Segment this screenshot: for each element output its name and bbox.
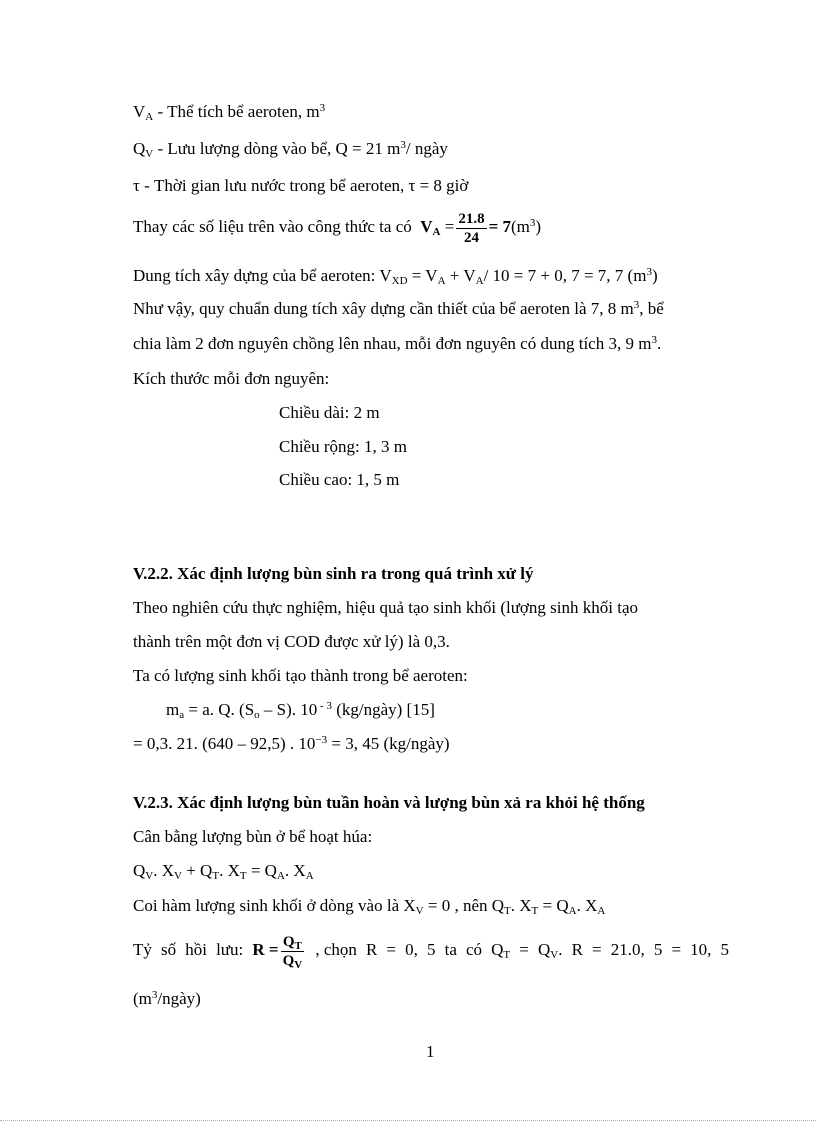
paragraph-line: thành trên một đơn vị COD được xử lý) là 0,3. xyxy=(133,632,450,651)
paragraph-line: Ta có lượng sinh khối tạo thành trong bể aeroten: xyxy=(133,666,468,685)
fraction-qt-over-qv: $\frac{Q_T}{Q_V}$ xyxy=(282,933,303,971)
page-bottom-divider xyxy=(0,1120,816,1121)
balance-equation: $Q_V$. $X_V + Q_T$. $X_T = Q_A$. $X_A$ xyxy=(133,861,314,882)
ty-so-hoi-luu-line: Tỷ số hồi lưu: R = $\frac{Q_T}{Q_V}$ , chọn R = 0, 5 ta có $Q_T$ = $Q_V$. R = 21.0, 5 = 10, 5 xyxy=(133,928,729,972)
tau-definition: τ - Thời gian lưu nước trong bể aeroten, τ = 8 giờ xyxy=(133,176,469,195)
chieu-dai: Chiều dài: 2 m xyxy=(279,403,380,422)
paragraph-line: Cân bằng lượng bùn ở bể hoạt húa: xyxy=(133,827,373,846)
chia-line: chia làm 2 đơn nguyên chồng lên nhau, mỗi đơn nguyên có dung tích 3, 9 $m^3$. xyxy=(133,334,662,353)
section-heading-v-2-2: V.2.2. Xác định lượng bùn sinh ra trong quá trình xử lý xyxy=(133,564,534,583)
kich-thuoc-line: Kích thước mỗi đơn nguyên: xyxy=(133,369,330,388)
qv-definition: $Q_V$ - Lưu lượng dòng vào bể, Q = 21 $m^3/$ ngày xyxy=(133,139,448,160)
substitution-line: Thay các số liệu trên vào công thức ta có $V_A$ = $\frac{21.8}{24}$ = $7(m^3)$ xyxy=(133,210,542,246)
unit-line: $(m^3/ngày)$ xyxy=(133,989,201,1008)
page-number: 1 xyxy=(426,1042,435,1061)
coi-line: Coi hàm lượng sinh khối ở dòng vào là $X_V = 0$ , nên $Q_T$. $X_T = Q_A$. $X_A$ xyxy=(133,896,606,917)
formula-ma: $m_a = a$. Q. $(S_o - S)$. 10 $^{- 3}$ (kg/ngày) [15] xyxy=(166,700,435,721)
chieu-cao: Chiều cao: 1, 5 m xyxy=(279,470,400,489)
chieu-rong: Chiều rộng: 1, 3 m xyxy=(279,437,407,456)
paragraph-line: Theo nghiên cứu thực nghiệm, hiệu quả tạo sinh khối (lượng sinh khối tạo xyxy=(133,598,638,617)
fraction-21-8-over-24: $\frac{21.8}{24}$ xyxy=(458,210,485,246)
section-heading-v-2-3: V.2.3. Xác định lượng bùn tuần hoàn và lượng bùn xả ra khỏi hệ thống xyxy=(133,793,645,812)
formula-va: $V_A$ = xyxy=(420,217,455,238)
nhu-vay-line: Như vậy, quy chuẩn dung tích xây dựng cần thiết của bể aeroten là 7, 8 $m^3$, bể xyxy=(133,299,664,318)
va-definition: $V_A$ - Thể tích bể aeroten, $m^3$ xyxy=(133,102,326,123)
formula-ma-result: = 0,3. 21. (640 – 92,5) . $10^{-3} = 3$, 45 (kg/ngày) xyxy=(133,734,450,753)
formula-r: R = $\frac{Q_T}{Q_V}$ xyxy=(252,933,303,971)
vxd-line: Dung tích xây dựng của bể aeroten: $V_{XD} = V_A + V_A/$ 10 = 7 + 0, 7 = 7, 7 $(m^3)$ xyxy=(133,266,658,287)
